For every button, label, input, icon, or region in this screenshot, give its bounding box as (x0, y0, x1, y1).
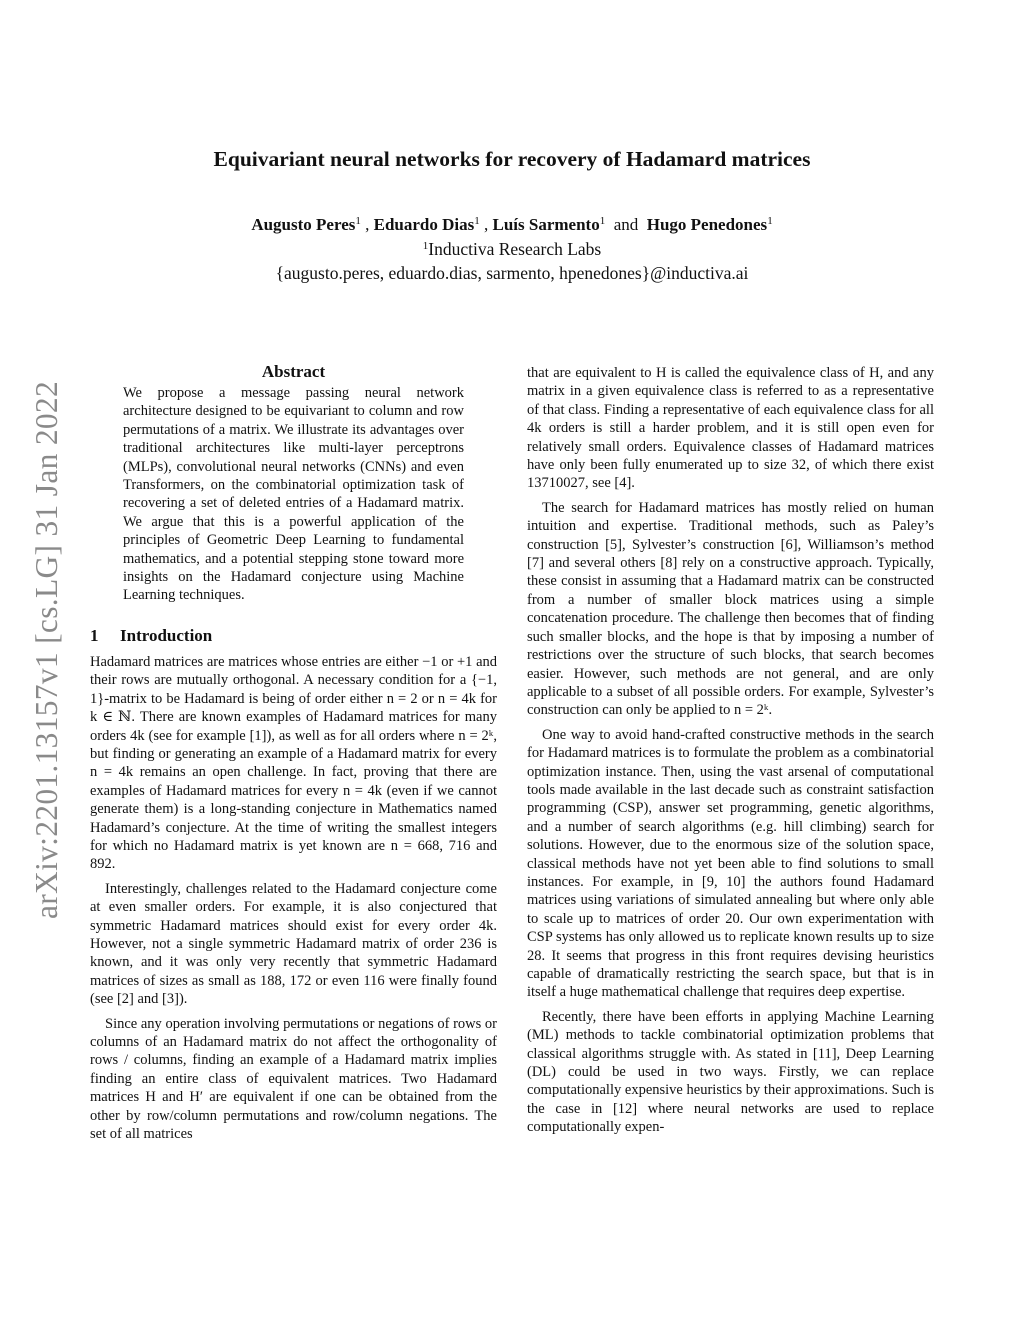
intro-paragraph: Since any operation involving permutations or negations of rows or columns of an Hadamard matrix do not affect the orthogonality of rows / columns, finding an example of a Hadamard matrix implies finding an entire class of equivalent matrices. Two Hadamard matrices H and H′ are equivalent if one can be obtained from the other by row/column permutations and row/column negations. The set of all matrices (90, 1015, 497, 1143)
paper-title: Equivariant neural networks for recovery of Hadamard matrices (213, 147, 811, 171)
right-column (527, 364, 934, 1137)
arxiv-identifier-stamp: arXiv:2201.13157v1 [cs.LG] 31 Jan 2022 (29, 380, 64, 920)
author-name: Luís Sarmento (492, 215, 600, 234)
author-affiliation-mark: 1 (355, 215, 361, 227)
author-affiliation-mark: 1 (767, 215, 773, 227)
author-block (90, 213, 934, 285)
intro-paragraph: Hadamard matrices are matrices whose entries are either −1 or +1 and their rows are mutually orthogonal. A necessary condition for a {−1, 1}-matrix to be Hadamard is being of order either n = 2 or n = 4k for k ∈ ℕ. There are known examples of Hadamard matrices for many orders 4k (see for example [1]), as well as for all orders where n = 2ᵏ, but finding or generating an example of a Hadamard matrix for every n = 4k remains an open challenge. In fact, proving that there are examples of Hadamard matrices for every n = 4k (even if we cannot generate them) is a long-standing conjecture in Mathematics named Hadamard’s conjecture. At the time of writing the smallest integers for which no Hadamard matrix is yet known are n = 668, 716 and 892. (90, 653, 497, 873)
body-paragraph: Recently, there have been efforts in applying Machine Learning (ML) methods to tackle combinatorial optimization problems that classical algorithms struggle with. As stated in [11], Deep Learning (DL) could be used in two ways. Firstly, we can replace computationally expensive heuristics by their approximations. Such is the case in [12] where neural networks are used to replace computationally expen- (527, 1008, 934, 1136)
section-heading-introduction (90, 625, 497, 647)
intro-paragraph: Interestingly, challenges related to the Hadamard conjecture come at even smaller orders. For example, it is also conjectured that symmetric Hadamard matrices should exist for every order 4k. However, not a single symmetric Hadamard matrix of order 236 is known, and it was only very recently that symmetric Hadamard matrices of sizes as small as 188, 172 or even 116 were finally found (see [2] and [3]). (90, 880, 497, 1008)
author-separator: , (483, 215, 489, 234)
affiliation-name: Inductiva Research Labs (428, 239, 602, 259)
section-number: 1 (90, 625, 99, 645)
body-paragraph: that are equivalent to H is called the equivalence class of H, and any matrix in a given equivalence class is referred to as a representative of that class. Finding a representative of each equivalence class for all 4k orders is still a harder problem, and it is still open even for relatively small orders. Equivalence classes of Hadamard matrices have only been fully enumerated up to size 32, of which there exist 13710027, see [4]. (527, 365, 934, 492)
author-affiliation-mark: 1 (599, 215, 606, 227)
author-separator: and (613, 215, 639, 234)
left-column (90, 360, 497, 1143)
affiliation-mark: 1 (422, 240, 429, 252)
author-emails: {augusto.peres, eduardo.dias, sarmento, hpenedones}@inductiva.ai (275, 263, 749, 283)
author-separator: , (365, 215, 370, 234)
abstract-heading: Abstract (261, 362, 326, 381)
body-paragraph: One way to avoid hand-crafted constructive methods in the search for Hadamard matrices is to formulate the problem as a combinatorial optimization instance. Then, using the vast arsenal of computational tools made available in the last decade such as constraint satisfaction programming (CSP), answer set programming, genetic algorithms, and a number of search algorithms (e.g. hill climbing) search for solutions. However, due to the enormous size of the solution space, classical methods have not yet been able to find solutions to small instances. For example, in [9, 10] the authors found Hadamard matrices using variations of simulated annealing but where only able to scale up to matrices of order 20. Our own experimentation with CSP systems has only allowed us to replicate known results up to size 28. It seems that progress in this front requires devising heuristics capable of dramatically restricting the search space, but that is in itself a huge mathematical challenge that requires deep expertise. (527, 726, 934, 1001)
abstract-text: We propose a message passing neural network architecture designed to be equivariant to column and row permutations of a matrix. We illustrate its advantages over traditional architectures like multi-layer perceptrons (MLPs), convolutional neural networks (CNNs) and even Transformers, on the combinatorial optimization task of recovering a set of deleted entries of a Hadamard matrix. We argue that this is a powerful application of the principles of Geometric Deep Learning to fundamental mathematics, and a potential stepping stone toward more insights on the Hadamard conjecture using Machine Learning techniques. (123, 385, 464, 604)
section-title: Introduction (120, 625, 213, 645)
author-name: Augusto Peres (251, 215, 356, 234)
author-name: Hugo Penedones (646, 215, 768, 234)
author-line (90, 213, 934, 237)
author-name: Eduardo Dias (373, 215, 475, 234)
body-paragraph: The search for Hadamard matrices has mostly relied on human intuition and expertise. Traditional methods, such as Paley’s construction [5], Sylvester’s construction [6], Williamson’s method [7] and several others [8] rely on a constructive approach. Typically, these consist in assuming that a Hadamard matrix can be constructed from a number of smaller block matrices using a simple concatenation procedure. The challenge then becomes that of finding such smaller blocks, and the hope is that by imposing a number of restrictions over the structure of such blocks, that search becomes easier. However, such methods are not general, and are only applicable to a subset of all possible orders. For example, Sylvester’s construction can only be applied to n = 2ᵏ. (527, 499, 934, 719)
affiliation (90, 237, 934, 261)
author-affiliation-mark: 1 (474, 215, 480, 227)
